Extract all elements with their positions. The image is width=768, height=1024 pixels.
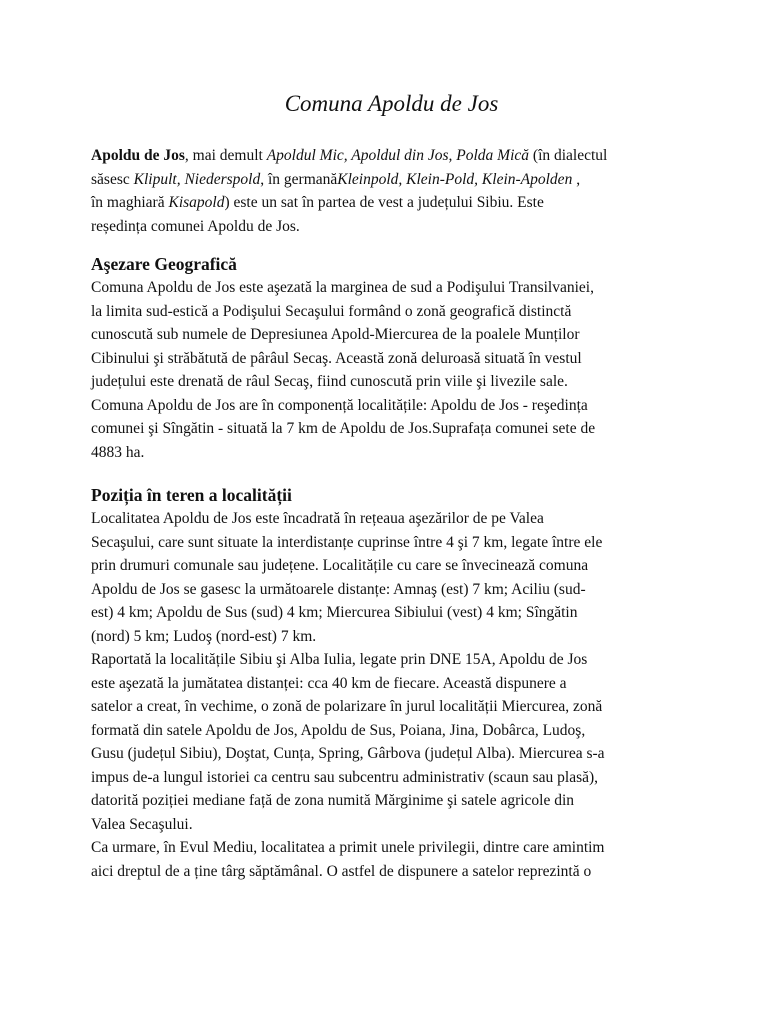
paragraph-line: formată din satele Apoldu de Jos, Apoldu de Sus, Poiana, Jina, Dobârca, Ludoş, <box>91 721 586 739</box>
paragraph-line: impus de-a lungul istoriei ca centru sau subcentru administrativ (scaun sau plasă), <box>91 768 599 786</box>
italic-name-text: Kleinpold, Klein-Pold, Klein-Apolden <box>337 170 573 188</box>
intro-text: ) este un sat în partea de vest a județului Sibiu. Este <box>224 194 544 211</box>
intro-text: , <box>572 170 581 188</box>
intro-line <box>91 191 692 215</box>
italic-name-text: Apoldul Mic, Apoldul din Jos, Polda Mică <box>266 147 530 164</box>
paragraph-line: datorită poziției mediane față de zona numită Mărginime şi satele agricole din <box>91 792 575 809</box>
paragraph-line: Secaşului, care sunt situate la interdistanțe cuprinse între 4 şi 7 km, legate între ele <box>91 533 603 551</box>
intro-text: , în germană <box>260 170 338 188</box>
paragraph-line: este aşezată la jumătatea distanței: cca 40 km de fiecare. Această dispunere a <box>91 674 567 692</box>
intro-text: săsesc <box>91 170 134 188</box>
paragraph-line: Gusu (județul Sibiu), Doştat, Cunța, Spring, Gârbova (județul Alba). Miercurea s-a <box>91 745 605 762</box>
paragraph-line: Ca urmare, în Evul Mediu, localitatea a primit unele privilegii, dintre care amintim <box>91 839 605 856</box>
paragraph-line: Raportată la localitățile Sibiu şi Alba Iulia, legate prin DNE 15A, Apoldu de Jos <box>91 651 588 668</box>
paragraph-line: Cibinului şi străbătută de pârâul Secaş. Această zonă deluroasă situată în vestul <box>91 349 582 367</box>
intro-line <box>91 144 692 168</box>
intro-text: în maghiară <box>91 194 169 211</box>
section-heading-pozitia: Poziția în teren a localității <box>91 485 292 505</box>
paragraph-line: Comuna Apoldu de Jos are în componență localitățile: Apoldu de Jos - reşedința <box>91 396 588 414</box>
paragraph-line: (nord) 5 km; Ludoş (nord-est) 7 km. <box>91 627 317 645</box>
paragraph-line: aici dreptul de a ține târg săptămânal. O astfel de dispunere a satelor reprezintă o <box>91 862 592 880</box>
paragraph-line: Localitatea Apoldu de Jos este încadrată în rețeaua aşezărilor de pe Valea <box>91 510 544 527</box>
paragraph-line: cunoscută sub numele de Depresiunea Apold-Miercurea de la poalele Munților <box>91 326 580 343</box>
paragraph-line: județului este drenată de râul Secaş, fiind cunoscută prin viile şi livezile sale. <box>91 373 568 390</box>
paragraph-line: est) 4 km; Apoldu de Sus (sud) 4 km; Miercurea Sibiului (vest) 4 km; Sîngătin <box>91 604 578 621</box>
bold-name-text: Apoldu de Jos <box>91 147 185 164</box>
intro-text: (în dialectul <box>529 147 608 164</box>
section-heading-asezare: Aşezare Geografică <box>91 254 237 274</box>
intro-text: , mai demult <box>184 147 267 164</box>
paragraph-line: la limita sud-estică a Podişului Secaşului formând o zonă geografică distinctă <box>91 302 572 320</box>
paragraph-line: 4883 ha. <box>91 443 145 461</box>
paragraph-line: comunei şi Sîngătin - situată la 7 km de Apoldu de Jos.Suprafața comunei sete de <box>91 420 596 437</box>
intro-paragraph <box>91 144 692 238</box>
paragraph-line: Valea Secaşului. <box>91 815 193 833</box>
paragraph-line: Comuna Apoldu de Jos este aşezată la marginea de sud a Podişului Transilvaniei, <box>91 279 594 296</box>
italic-name-text: Kisapold <box>168 194 225 211</box>
intro-line <box>91 168 692 192</box>
section-body-asezare <box>91 276 692 464</box>
intro-line <box>91 215 692 239</box>
paragraph-line: prin drumuri comunale sau județene. Localitățile cu care se învecinează comuna <box>91 557 589 574</box>
paragraph-line: satelor a creat, în vechime, o zonă de polarizare în jurul localității Miercurea, zonă <box>91 698 603 715</box>
section-body-pozitia <box>91 507 692 883</box>
page-title: Comuna Apoldu de Jos <box>284 91 499 116</box>
intro-text: reședința comunei Apoldu de Jos. <box>91 217 300 235</box>
italic-name-text: Klipult, Niederspold <box>133 170 261 188</box>
paragraph-line: Apoldu de Jos se gasesc la următoarele distanțe: Amnaş (est) 7 km; Aciliu (sud- <box>91 580 586 598</box>
